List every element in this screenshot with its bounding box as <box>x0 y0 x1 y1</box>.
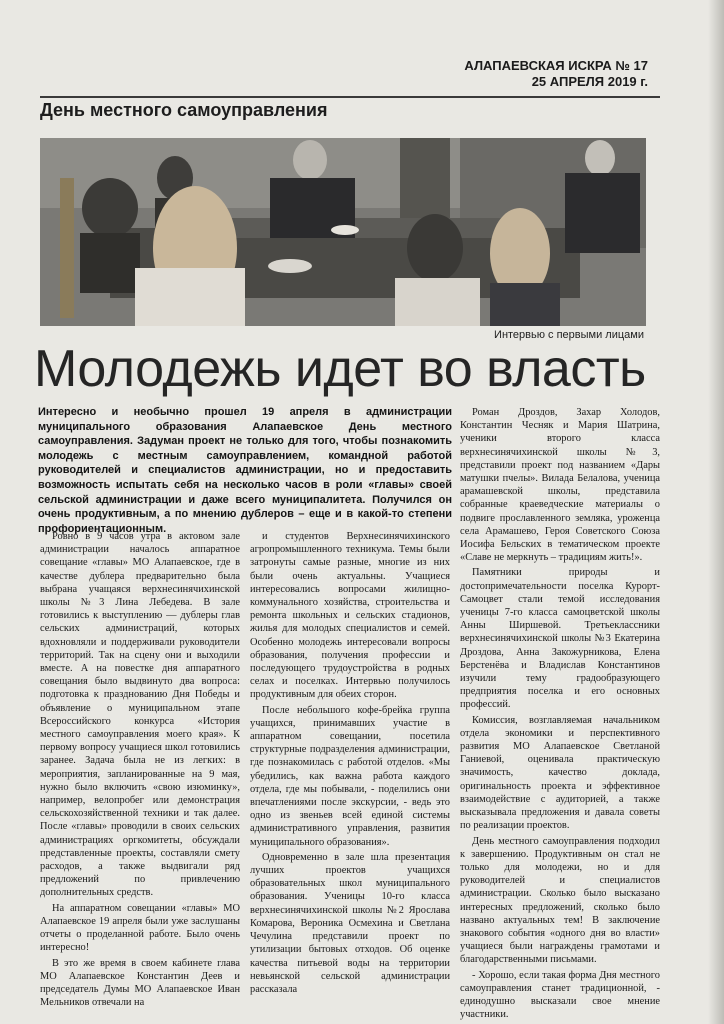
paragraph: День местного самоуправления подходил к завершению. Продуктивным он стал не только для молодежи, но и для руководителей и специалистов администрации. Сколько было высказано интересных предложений, сколько было названо актуальных тем! В заключение знакового события «одного дня во власти» учащиеся были награждены грамотами и благодарственными письмами. <box>460 835 660 966</box>
article-column-1 <box>40 530 240 1024</box>
masthead <box>464 58 648 90</box>
page-edge-shadow <box>708 0 724 1024</box>
paragraph: Комиссия, возглавляемая начальником отдела экономики и перспективного развития МО Алапаевское Светланой Ганиевой, оценивала практическую значимость, качество доклада, оригинальность проекта и эффективное взаимодействие с аудиторией, а также высказывала предложения и давала советы по реализации проектов. <box>460 714 660 832</box>
article-column-2 <box>250 530 450 1024</box>
lead-paragraph: Интересно и необычно прошел 19 апреля в администрации муниципального образования Алапаевское День местного самоуправления. Задуман проект не только для того, чтобы познакомить молодежь с местным самоуправлением, командной работой руководителей и специалистов администрации, но и предоставить возможность испытать себя на несколько часов в роли «главы» своей сельской администрации и даже всего муниципалитета. Получился он очень продуктивным, а по мнению дублеров – еще и в какой-то степени профориентационным. <box>38 406 452 535</box>
paragraph: После небольшого кофе-брейка группа учащихся, принимавших участие в аппаратном совещании, посетила структурные подразделения администрации, где познакомилась с работой отделов. «Мы убедились, как важна работа каждого отдела, где мы побывали, - поделились они впечатлениями после экскурсии, - ведь это одно из звеньев всей единой системы административного управления, развития муниципального образования». <box>250 704 450 848</box>
paragraph: - Хорошо, если такая форма Дня местного самоуправления станет традиционной, - единодушно высказали свое мнение участники. <box>460 969 660 1021</box>
photo-caption: Интервью с первыми лицами <box>494 329 644 341</box>
headline: Молодежь идет во власть <box>34 340 646 398</box>
paragraph: Одновременно в зале шла презентация лучших проектов учащихся образовательных школ муниципального образования. Ученицы 10-го класса верхнесинячихинской школы №2 Ярослава Комарова, Вероника Осмехина и Светлана Чечулина представили проект по утилизации бытовых отходов. Об оценке качества питьевой воды на территории невьянской сельской администрации рассказала <box>250 851 450 995</box>
rubric-title: День местного самоуправления <box>40 100 328 120</box>
paragraph: В это же время в своем кабинете глава МО Алапаевское Константин Деев и председатель Думы МО Алапаевское Иван Мельников отвечали на <box>40 957 240 1009</box>
paper-issue: АЛАПАЕВСКАЯ ИСКРА № 17 <box>464 58 648 73</box>
paragraph: и студентов Верхнесинячихинского агропромышленного техникума. Темы были затронуты самые разные, многие из них были очень актуальны. Учащиеся интересовались вопросами жилищно-коммунального хозяйства, строительства и ремонта школьных и сельских стадионов, жилья для молодых специалистов и семей. Особенно молодежь интересовали вопросы образования, получения профессии и последующего трудоустройства в родных селах и поселках. Интервью получилось продуктивным для обеих сторон. <box>250 531 450 701</box>
paragraph: Памятники природы и достопримечательности поселка Курорт-Самоцвет стали темой исследования ученицы 7-го класса самоцветской школы Анны Ширшевой. Третьеклассники верхнесинячихинской школы №3 Екатерина Дроздова, Анна Закожурникова, Елена Берстенёва и Владислав Константинов изучили тему градообразующего предприятия поселка и его основных профессий. <box>460 567 660 711</box>
bleed-through-text <box>60 40 660 58</box>
paragraph: На аппаратном совещании «главы» МО Алапаевское 19 апреля были уже заслушаны отчеты о проделанной работе. Было очень интересно! <box>40 902 240 954</box>
issue-date: 25 АПРЕЛЯ 2019 г. <box>531 74 648 89</box>
article-column-3 <box>460 406 660 1024</box>
paragraph: Ровно в 9 часов утра в актовом зале администрации началось аппаратное совещание «главы» МО Алапаевское, где в качестве дублера предварительно была выбрана учащаяся верхнесинячихинской школы №3 Лина Лебедева. В зале готовились к выступлению — дублеры глав сельских администраций, которых вдохновляли и поддерживали руководители территорий. Так на сцену они и выходили вместе. А на повестке дня аппаратного совещания было выдвинуто два вопроса: подготовка к празднованию Дня Победы и объявление о муниципальном этапе Всероссийского конкурса «История местного самоуправления моего края». К первому вопросу учащиеся школ готовились заранее. Задача была не из легких: в мероприятия, запланированные на 9 мая, нужно было включить «свою изюминку», например, велопробег или демонстрация сельскохозяйственной техники и так далее. После «главы» проводили в своих сельских администрациях оргкомитеты, обсуждали представленные проекты, составляли смету расходов, а также выдвигали ряд предложений по привлечению дополнительных средств. <box>40 531 240 899</box>
meeting-photo <box>40 138 646 326</box>
paragraph: Роман Дроздов, Захар Холодов, Константин Чесняк и Мария Шатрина, ученики второго класса верхнесинячихинской школы №3, представили проект под названием «Дары матушки пчелы». Вилада Белалова, ученица арамашевской школы, представила собранные краеведческие материалы о подвиге прославленного земляка, уроженца села Арамашево, Героя Советского Союза Иосифа Бельских в тематическом проекте «Славе не меркнуть – традициям жить!». <box>460 407 660 564</box>
section-rubric <box>40 96 660 128</box>
